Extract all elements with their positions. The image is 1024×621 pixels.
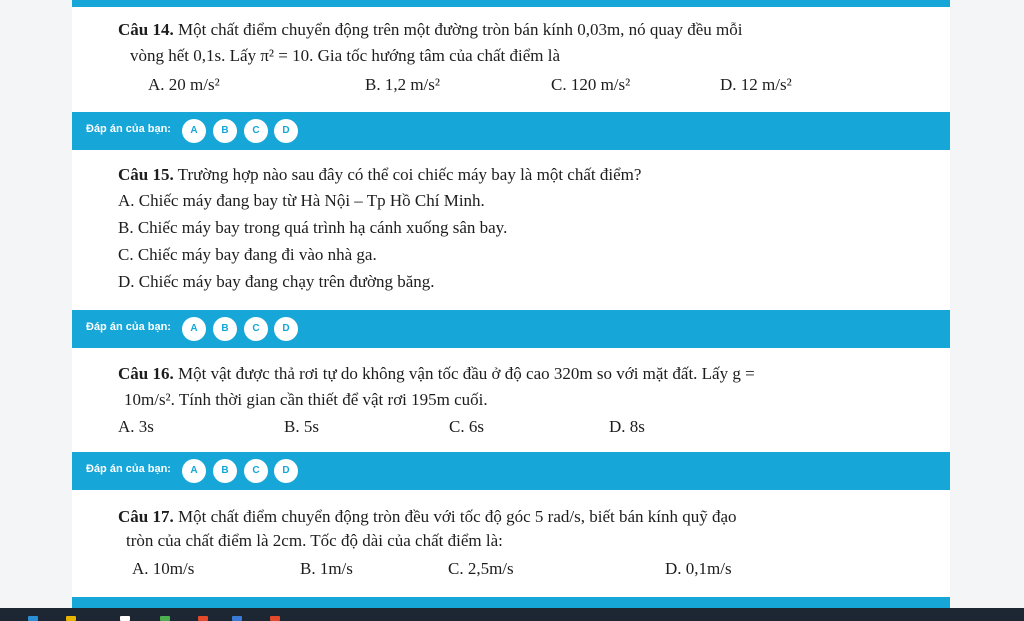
question-15: [72, 163, 950, 298]
q14-choice-c[interactable]: C: [244, 119, 268, 143]
question-14: [72, 18, 950, 98]
answer-bar-q16: [72, 452, 950, 490]
q16-option-a: A. 3s: [118, 417, 154, 436]
q15-option-d: D. Chiếc máy bay đang chạy trên đường băng.: [118, 272, 435, 291]
q15-choice-b[interactable]: B: [213, 317, 237, 341]
q14-option-d: D. 12 m/s²: [720, 75, 792, 94]
question-17-line1: Một chất điểm chuyển động tròn đều với tốc độ góc 5 rad/s, biết bán kính quỹ đạo: [173, 507, 737, 526]
answer-bar-q17: [72, 597, 950, 608]
question-17-line2: tròn của chất điểm là 2cm. Tốc độ dài của chất điểm là:: [126, 531, 503, 550]
app-icon[interactable]: [270, 616, 280, 621]
question-15-text: [118, 163, 908, 187]
q16-choice-a[interactable]: A: [182, 459, 206, 483]
answer-bar-q14: [72, 112, 950, 150]
question-15-number: Câu 15.: [118, 165, 174, 184]
question-16-text: [118, 362, 908, 386]
question-14-line1: Một chất điểm chuyển động trên một đường tròn bán kính 0,03m, nó quay đều mỗi: [173, 20, 743, 39]
question-16-line1: Một vật được thả rơi tự do không vận tốc đầu ở độ cao 320m so với mặt đất. Lấy g =: [173, 364, 755, 383]
answer-bar-q15: [72, 310, 950, 348]
q16-choice-b[interactable]: B: [213, 459, 237, 483]
q17-option-b: B. 1m/s: [300, 559, 353, 578]
q16-option-d: D. 8s: [609, 417, 645, 436]
q14-choice-b[interactable]: B: [213, 119, 237, 143]
question-14-number: Câu 14.: [118, 20, 174, 39]
q15-option-c: C. Chiếc máy bay đang đi vào nhà ga.: [118, 245, 377, 264]
question-17: [72, 505, 950, 585]
word-icon[interactable]: [232, 616, 242, 621]
question-15-line1: Trường hợp nào sau đây có thể coi chiếc máy bay là một chất điểm?: [173, 165, 642, 184]
answer-label: Đáp án của bạn:: [86, 463, 171, 475]
question-14-text: [118, 18, 908, 42]
q15-option-a: A. Chiếc máy đang bay từ Hà Nội – Tp Hồ Chí Minh.: [118, 191, 485, 210]
q15-choice-d[interactable]: D: [274, 317, 298, 341]
q15-choice-a[interactable]: A: [182, 317, 206, 341]
q14-option-b: B. 1,2 m/s²: [365, 75, 440, 94]
q16-choice-d[interactable]: D: [274, 459, 298, 483]
browser-icon[interactable]: [198, 616, 208, 621]
question-17-text: [118, 505, 908, 529]
explorer-icon[interactable]: [66, 616, 76, 621]
question-16-line2: 10m/s². Tính thời gian cần thiết để vật rơi 195m cuối.: [124, 390, 488, 409]
answer-bar-top: [72, 0, 950, 7]
q15-option-b: B. Chiếc máy bay trong quá trình hạ cánh xuống sân bay.: [118, 218, 508, 237]
q17-option-a: A. 10m/s: [132, 559, 195, 578]
taskbar: [0, 608, 1024, 621]
sheet-icon[interactable]: [160, 616, 170, 621]
q16-option-b: B. 5s: [284, 417, 319, 436]
q16-option-c: C. 6s: [449, 417, 484, 436]
q16-choice-c[interactable]: C: [244, 459, 268, 483]
q14-option-c: C. 120 m/s²: [551, 75, 631, 94]
q17-option-d: D. 0,1m/s: [665, 559, 732, 578]
answer-label: Đáp án của bạn:: [86, 123, 171, 135]
start-icon[interactable]: [28, 616, 38, 621]
q14-choice-d[interactable]: D: [274, 119, 298, 143]
answer-label: Đáp án của bạn:: [86, 321, 171, 333]
question-17-number: Câu 17.: [118, 507, 174, 526]
q14-choice-a[interactable]: A: [182, 119, 206, 143]
store-icon[interactable]: [120, 616, 130, 621]
question-14-line2: vòng hết 0,1s. Lấy π² = 10. Gia tốc hướng tâm của chất điểm là: [130, 46, 561, 65]
q17-option-c: C. 2,5m/s: [448, 559, 514, 578]
q14-option-a: A. 20 m/s²: [148, 75, 220, 94]
question-16: [72, 362, 950, 442]
question-16-number: Câu 16.: [118, 364, 174, 383]
q15-choice-c[interactable]: C: [244, 317, 268, 341]
